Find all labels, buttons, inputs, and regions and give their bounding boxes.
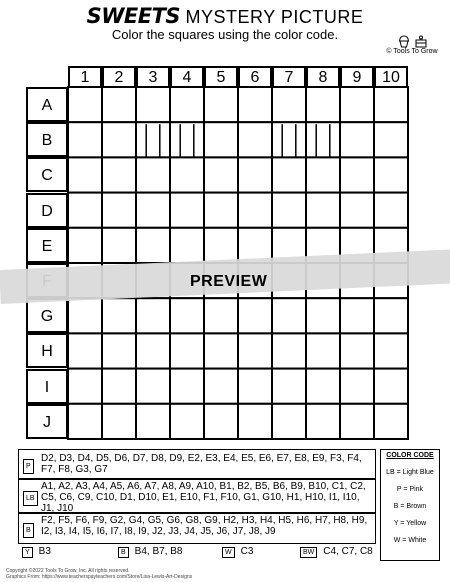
grid-cell[interactable] <box>170 87 204 122</box>
row-header: I <box>26 369 68 404</box>
column-header: 5 <box>204 66 238 88</box>
grid-cell[interactable] <box>306 369 340 404</box>
grid-cell[interactable] <box>306 333 340 368</box>
grid-cell[interactable] <box>374 157 408 192</box>
mini-key-yellow <box>22 546 51 562</box>
grid-cell[interactable] <box>170 193 204 228</box>
column-header: 8 <box>306 66 340 88</box>
grid-cell[interactable] <box>102 404 136 439</box>
row-header: J <box>26 404 68 439</box>
column-header: 2 <box>102 66 136 88</box>
key-code: LB <box>23 491 38 506</box>
grid-cell[interactable] <box>136 404 170 439</box>
grid-cell[interactable] <box>68 87 102 122</box>
column-header: 3 <box>136 66 170 88</box>
column-header: 7 <box>272 66 306 88</box>
grid-cell[interactable] <box>238 333 272 368</box>
credits: Graphics From: https://www.teacherspayteachers.com/Store/Lisa-Lewis-Art-Designs <box>6 574 193 580</box>
row-header: B <box>26 122 68 157</box>
grid-cell[interactable] <box>374 87 408 122</box>
title-bold: SWEETS <box>86 4 181 28</box>
grid-cell[interactable] <box>340 122 374 157</box>
grid-cell[interactable] <box>170 404 204 439</box>
grid-cell[interactable] <box>306 122 340 157</box>
column-header: 1 <box>68 66 102 88</box>
column-header: 9 <box>340 66 374 88</box>
grid-cell[interactable] <box>374 193 408 228</box>
grid-cell[interactable] <box>306 193 340 228</box>
grid-cell[interactable] <box>68 369 102 404</box>
key-code: Y <box>22 547 33 558</box>
grid-cell[interactable] <box>238 298 272 333</box>
grid-cell[interactable] <box>204 298 238 333</box>
grid-cell[interactable] <box>238 122 272 157</box>
grid-cell[interactable] <box>272 404 306 439</box>
key-pink <box>18 449 376 479</box>
grid-cell[interactable] <box>204 193 238 228</box>
grid-cell[interactable] <box>68 404 102 439</box>
grid-cell[interactable] <box>102 228 136 263</box>
row-header: A <box>26 87 68 122</box>
grid-cell[interactable] <box>374 369 408 404</box>
key-cells: C4, C7, C8 <box>323 546 373 557</box>
grid-cell[interactable] <box>170 228 204 263</box>
copyright: Copyright ©2022 Tools To Grow, Inc. All rights reserved. <box>6 568 130 574</box>
brand-text: © Tools To Grow <box>386 48 438 55</box>
key-cells: F2, F5, F6, F9, G2, G4, G5, G6, G8, G9, H2, H3, H4, H5, H6, H7, H8, H9, I2, I3, I4, I5, I6, I7, I8, I9, J2, J3, J4, J5, J6, J7, J8, J9 <box>41 515 368 537</box>
key-cells: B3 <box>38 546 51 557</box>
grid-cell[interactable] <box>340 193 374 228</box>
grid-cell[interactable] <box>340 87 374 122</box>
key-cells: B4, B7, B8 <box>134 546 183 557</box>
grid-cell[interactable] <box>136 193 170 228</box>
row-header: G <box>26 298 68 333</box>
grid-cell[interactable] <box>102 122 136 157</box>
row-header: C <box>26 157 68 192</box>
grid-cell[interactable] <box>340 404 374 439</box>
grid-cell[interactable] <box>238 404 272 439</box>
mini-key-brown <box>118 546 182 562</box>
key-code: P <box>23 459 34 474</box>
grid-cell[interactable] <box>374 333 408 368</box>
grid-cell[interactable] <box>68 157 102 192</box>
grid-cell[interactable] <box>136 157 170 192</box>
grid-cell[interactable] <box>136 333 170 368</box>
key-light-blue <box>18 479 376 513</box>
grid-cell[interactable] <box>136 122 170 157</box>
grid-cell[interactable] <box>340 369 374 404</box>
grid-cell[interactable] <box>204 333 238 368</box>
grid-cell[interactable] <box>340 333 374 368</box>
color-code-item: LB = Light Blue <box>386 469 434 476</box>
column-header: 4 <box>170 66 204 88</box>
color-code-item: B = Brown <box>393 503 427 510</box>
grid-cell[interactable] <box>170 298 204 333</box>
grid-cell[interactable] <box>136 298 170 333</box>
grid-cell[interactable] <box>374 404 408 439</box>
grid-cell[interactable] <box>204 404 238 439</box>
row-header: D <box>26 193 68 228</box>
color-code-heading: COLOR CODE <box>386 452 434 459</box>
column-header: 6 <box>238 66 272 88</box>
grid-cell[interactable] <box>102 193 136 228</box>
subtitle: Color the squares using the color code. <box>111 27 339 42</box>
grid-cell[interactable] <box>272 157 306 192</box>
grid-cell[interactable] <box>68 298 102 333</box>
grid-cell[interactable] <box>272 193 306 228</box>
grid-cell[interactable] <box>102 333 136 368</box>
grid-cell[interactable] <box>306 298 340 333</box>
grid-cell[interactable] <box>68 228 102 263</box>
grid-cell[interactable] <box>340 298 374 333</box>
grid-cell[interactable] <box>306 404 340 439</box>
grid-cell[interactable] <box>136 228 170 263</box>
grid-cell[interactable] <box>306 157 340 192</box>
grid-cell[interactable] <box>238 87 272 122</box>
color-code-box <box>380 449 440 561</box>
grid-cell[interactable] <box>68 333 102 368</box>
grid-cell[interactable] <box>204 122 238 157</box>
color-code-item: W = White <box>393 537 427 544</box>
grid-cell[interactable] <box>238 157 272 192</box>
grid-cell[interactable] <box>272 369 306 404</box>
grid-cell[interactable] <box>374 298 408 333</box>
key-code: B <box>118 547 129 558</box>
grid-cell[interactable] <box>238 369 272 404</box>
grid-cell[interactable] <box>102 157 136 192</box>
grid-cell[interactable] <box>136 87 170 122</box>
column-header: 10 <box>374 66 408 88</box>
grid-cell[interactable] <box>204 228 238 263</box>
grid-cell[interactable] <box>238 193 272 228</box>
row-header: E <box>26 228 68 263</box>
key-brown <box>18 513 376 544</box>
grid-cell[interactable] <box>68 193 102 228</box>
key-cells: D2, D3, D4, D5, D6, D7, D8, D9, E2, E3, E4, E5, E6, E7, E8, E9, F3, F4, F7, F8, G3, G7 <box>41 453 362 475</box>
grid-cell[interactable] <box>170 369 204 404</box>
grid-cell[interactable] <box>136 369 170 404</box>
title-rest: MYSTERY PICTURE <box>180 7 364 27</box>
grid-cell[interactable] <box>102 87 136 122</box>
grid-cell[interactable] <box>340 157 374 192</box>
mini-key-brown-white <box>300 546 373 562</box>
grid-cell[interactable] <box>374 122 408 157</box>
grid-cell[interactable] <box>306 87 340 122</box>
grid-cell[interactable] <box>272 87 306 122</box>
key-code: B <box>23 523 34 538</box>
grid-cell[interactable] <box>204 157 238 192</box>
grid-cell[interactable] <box>170 333 204 368</box>
row-header: H <box>26 333 68 368</box>
grid-cell[interactable] <box>170 122 204 157</box>
grid-cell[interactable] <box>272 122 306 157</box>
mini-key-white <box>222 546 253 562</box>
color-code-item: Y = Yellow <box>393 520 427 527</box>
grid-cell[interactable] <box>272 298 306 333</box>
key-cells: A1, A2, A3, A4, A5, A6, A7, A8, A9, A10, B1, B2, B5, B6, B9, B10, C1, C2, C5, C6, C9, C10, D1, D10, E1, E10, F1, F10, G1, G10, H1, H10, I1, I10, J1, J10 <box>41 481 366 514</box>
grid-cell[interactable] <box>170 157 204 192</box>
grid-cell[interactable] <box>102 298 136 333</box>
grid-cell[interactable] <box>204 87 238 122</box>
grid-cell[interactable] <box>68 122 102 157</box>
grid-cell[interactable] <box>272 333 306 368</box>
color-code-item: P = Pink <box>396 486 424 493</box>
grid-cell[interactable] <box>102 369 136 404</box>
grid-cell[interactable] <box>204 369 238 404</box>
key-code: W <box>222 547 235 558</box>
preview-watermark: PREVIEW <box>190 273 268 290</box>
key-code: BW <box>300 547 317 558</box>
footer <box>6 568 192 580</box>
key-cells: C3 <box>240 546 254 557</box>
